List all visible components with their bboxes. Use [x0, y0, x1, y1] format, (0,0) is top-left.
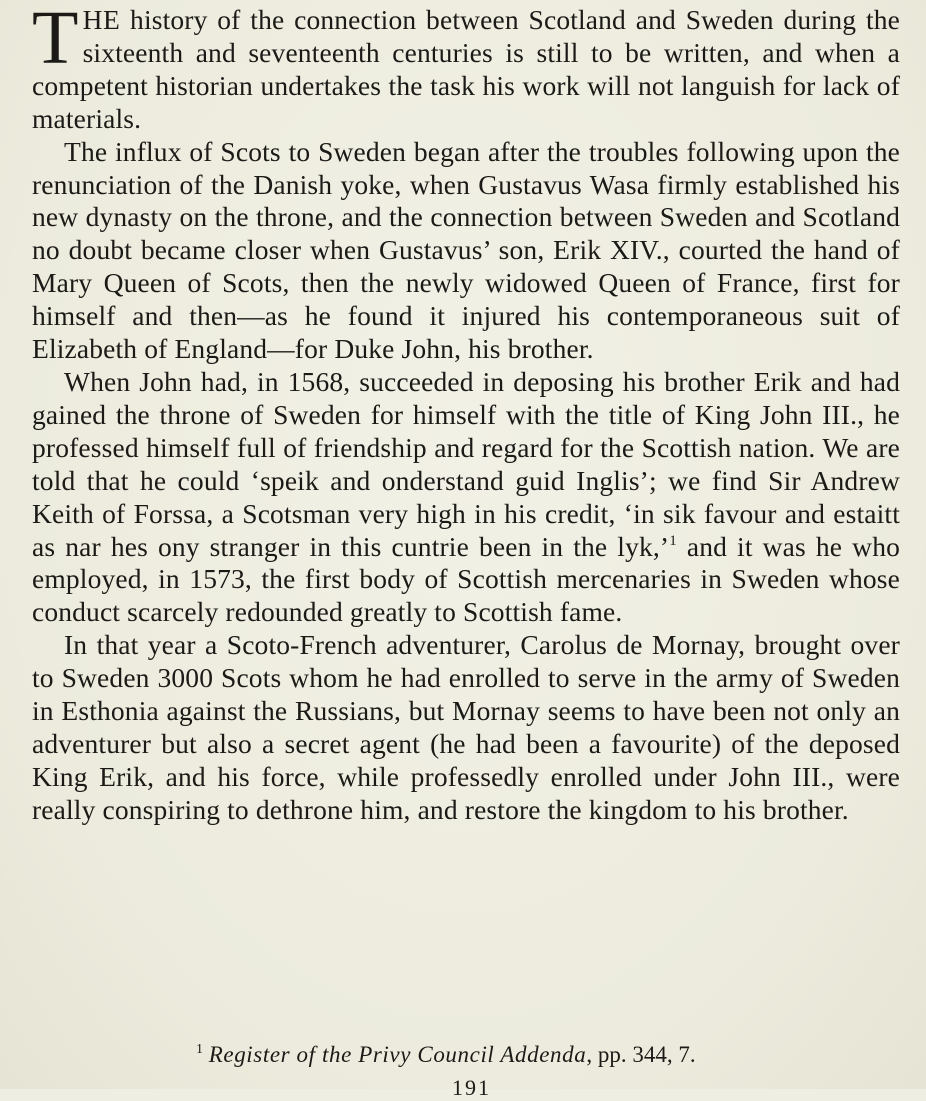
footnote	[196, 1042, 696, 1068]
opening-word-rest: HE	[82, 4, 121, 35]
footnote-mark: 1	[196, 1042, 203, 1057]
paragraph-3	[32, 366, 900, 629]
paragraph-3-tail: and it was he who employed, in 1573, the first body of Scottish mercenaries in Sweden whose conduct scarcely redounded greatly to Scottish fame.	[32, 530, 900, 628]
paragraph-1-text: history of the connection between Scotland and Sweden during the sixteenth and seventeenth centuries is still to be written, and when a competent historian undertakes the task his work will not languish for lack of materials.	[32, 4, 900, 134]
paragraph-1	[32, 0, 900, 136]
body-text	[32, 0, 900, 827]
footnote-pages: , pp. 344, 7.	[586, 1042, 696, 1067]
page-number: 191	[452, 1075, 491, 1100]
drop-cap: T	[32, 0, 79, 80]
footnote-reference: 1	[669, 532, 677, 549]
paragraph-2: The influx of Scots to Sweden began after the troubles following upon the renunciation of the Danish yoke, when Gustavus Wasa firmly established his new dynasty on the throne, and the connection between Sweden and Scotland no doubt became closer when Gustavus’ son, Erik XIV., courted the hand of Mary Queen of Scots, then the newly widowed Queen of France, first for himself and then—as he found it injured his contemporaneous suit of Elizabeth of England—for Duke John, his brother.	[32, 135, 900, 365]
paragraph-3-text: When John had, in 1568, succeeded in deposing his brother Erik and had gained the throne of Sweden for himself with the title of King John III., he professed himself full of friendship and regard for the Scottish nation. We are told that he could ‘speik and onderstand guid Inglis’; we find Sir Andrew Keith of Forssa, a Scotsman very high in his credit, ‘in sik favour and estaitt as nar hes ony stranger in this cuntrie been in the lyk,’	[32, 365, 900, 562]
paragraph-4: In that year a Scoto-French adventurer, Carolus de Mornay, brought over to Sweden 3000 Scots whom he had enrolled to serve in the army of Sweden in Esthonia against the Russians, but Mornay seems to have been not only an adventurer but also a secret agent (he had been a favourite) of the deposed King Erik, and his force, while professedly enrolled under John III., were really conspiring to dethrone him, and restore the kingdom to his brother.	[32, 629, 900, 825]
footnote-title: Register of the Privy Council Addenda	[208, 1042, 587, 1067]
